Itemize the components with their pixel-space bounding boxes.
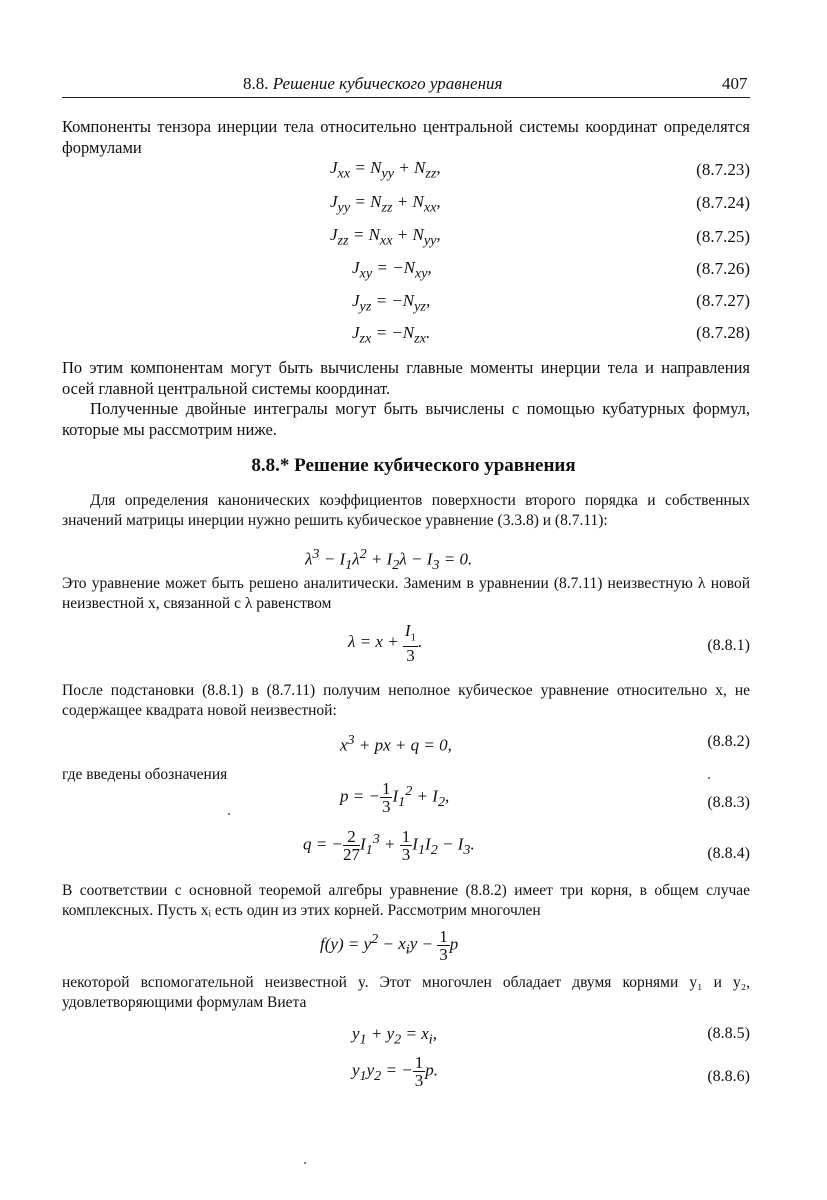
page-number: 407 bbox=[722, 74, 748, 93]
equation-number-8-8-1: (8.8.1) bbox=[707, 637, 750, 654]
equation-8-7-24: $J_{yy} = N_{zz} + N_{xx}$, bbox=[330, 192, 441, 216]
equation-number-8-7-26: (8.7.26) bbox=[696, 259, 750, 278]
running-header-title bbox=[243, 74, 502, 94]
paragraph-definition: Для определения канонических коэффициентов поверхности второго порядка и собственных значений матрицы инерции нужно решить кубическое уравнение (3.3.8) и (8.7.11): bbox=[62, 492, 750, 529]
equation-8-7-23: $J_{xx} = N_{yy} + N_{zz}$, bbox=[330, 158, 441, 182]
header-rule bbox=[62, 97, 750, 98]
paragraph-analytic: Это уравнение может быть решено аналитически. Заменим в уравнении (8.7.11) неизвестную λ новой неизвестной x, связанной с λ равенством bbox=[62, 575, 750, 612]
equation-8-8-3: p = − $\frac{1}{3}$ $I_1^2 + I_2$, bbox=[340, 779, 450, 816]
equation-8-8-5: $y_1 + y_2 = x_i$, bbox=[352, 1024, 437, 1048]
paragraph-cubature: Полученные двойные интегралы могут быть вычислены с помощью кубатурных формул, которые мы рассмотрим ниже. bbox=[62, 399, 750, 439]
running-header-text: Решение кубического уравнения bbox=[272, 74, 503, 93]
equation-8-7-28: $J_{zx} = -N_{zx}$. bbox=[352, 323, 431, 347]
equation-number-8-7-28: (8.7.28) bbox=[696, 323, 750, 342]
equation-8-8-4: q = − $\frac{2}{27}$ $I_1^3$ + $\frac{1}{3}$ $I_1I_2 - I_3$. bbox=[303, 827, 475, 864]
equation-number-8-7-25: (8.7.25) bbox=[696, 227, 750, 246]
section-heading bbox=[0, 455, 827, 477]
scan-speck bbox=[304, 1162, 306, 1164]
equation-8-8-2: $x^3$ + px + q = 0, bbox=[340, 732, 452, 755]
equation-number-8-7-24: (8.7.24) bbox=[696, 193, 750, 212]
equation-8-7-25: $J_{zz} = N_{xx} + N_{yy}$, bbox=[330, 225, 441, 249]
equation-number-8-7-23: (8.7.23) bbox=[696, 160, 750, 179]
equation-polynomial: $f(y) = y^2 - x_iy$ − $\frac{1}{3}$ p bbox=[320, 927, 459, 964]
equation-number-8-8-3: (8.8.3) bbox=[707, 794, 750, 811]
scan-speck bbox=[708, 777, 710, 779]
equation-8-7-26: $J_{xy} = -N_{xy}$, bbox=[352, 258, 432, 282]
equation-8-8-6: $y_1y_2$ = − $\frac{1}{3}$ p. bbox=[352, 1053, 438, 1090]
text-notation: где введены обозначения bbox=[62, 766, 228, 783]
paragraph-principal-moments: По этим компонентам могут быть вычислены главные моменты инерции тела и направления осей главной центральной системы координат. bbox=[62, 358, 750, 398]
equation-8-7-27: $J_{yz} = -N_{yz}$, bbox=[352, 291, 431, 315]
section-number: 8.8.* bbox=[251, 455, 290, 476]
equation-characteristic: $\lambda^3 - I_1\lambda^2 + I_2\lambda - I_3 = 0$. bbox=[305, 546, 473, 574]
scan-speck bbox=[228, 813, 230, 815]
equation-8-8-1: λ = x + $\frac{I_1}{3}$ . bbox=[348, 621, 423, 666]
paragraph-auxiliary: некоторой вспомогательной неизвестной y. Этот многочлен обладает двумя корнями y₁ и y₂, удовлетворяющими формулам Виета bbox=[62, 974, 750, 1011]
section-title: Решение кубического уравнения bbox=[294, 455, 576, 476]
equation-number-8-7-27: (8.7.27) bbox=[696, 291, 750, 310]
equation-number-8-8-2: (8.8.2) bbox=[707, 733, 750, 750]
equation-number-8-8-4: (8.8.4) bbox=[707, 845, 750, 862]
equation-number-8-8-5: (8.8.5) bbox=[707, 1025, 750, 1042]
running-header-section-number: 8.8. bbox=[243, 74, 269, 93]
paragraph-substitution: После подстановки (8.8.1) в (8.7.11) получим неполное кубическое уравнение относительно x, не содержащее квадрата новой неизвестной: bbox=[62, 682, 750, 719]
paragraph-theorem: В соответствии с основной теоремой алгебры уравнение (8.8.2) имеет три корня, в общем случае комплексных. Пусть xᵢ есть один из этих корней. Рассмотрим многочлен bbox=[62, 882, 750, 919]
equation-number-8-8-6: (8.8.6) bbox=[707, 1068, 750, 1085]
intro-paragraph: Компоненты тензора инерции тела относительно центральной системы координат определятся формулами bbox=[62, 117, 750, 157]
